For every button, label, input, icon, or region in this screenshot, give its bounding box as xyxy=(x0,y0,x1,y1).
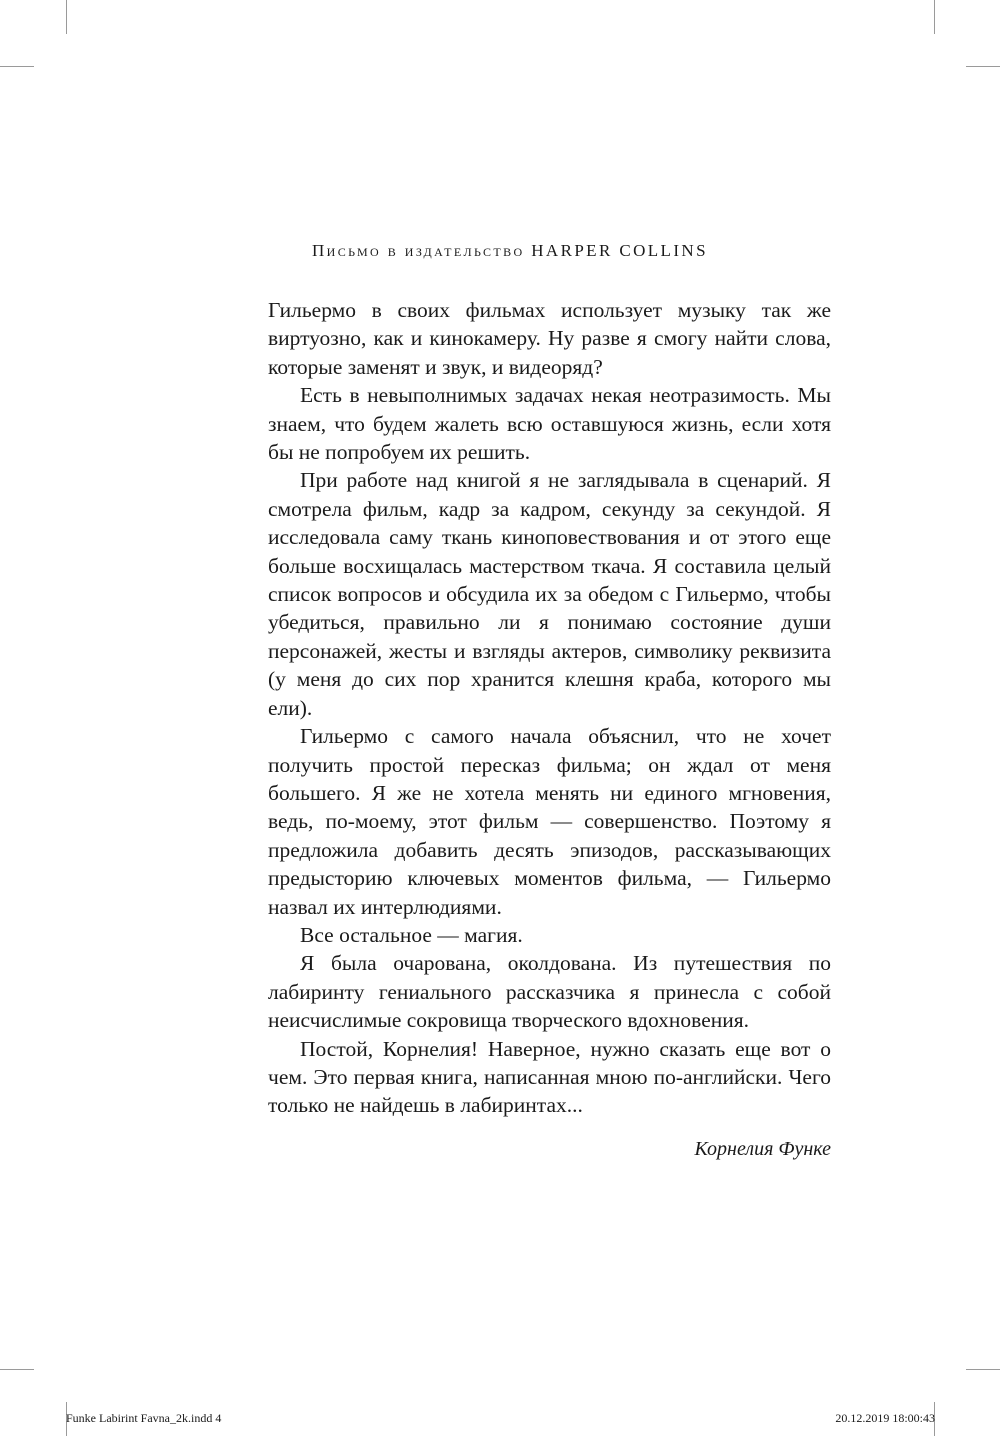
body-text xyxy=(268,296,831,1120)
paragraph: Есть в невыполнимых задачах некая неотразимость. Мы знаем, что будем жалеть всю оставшуюся жизнь, если хотя бы не попробуем их решить. xyxy=(268,383,831,465)
running-head-prefix: Письмо в издательство xyxy=(312,241,525,260)
slug-filename: Funke Labirint Favna_2k.indd 4 xyxy=(66,1411,222,1425)
crop-mark-top-right-vertical xyxy=(934,0,935,34)
slug-timestamp: 20.12.2019 18:00:43 xyxy=(835,1411,935,1425)
paragraph: Я была очарована, околдована. Из путешествия по лабиринту гениального рассказчика я принесла с собой неисчислимые сокровища творческого вдохновения. xyxy=(268,951,831,1033)
author-signature: Корнелия Функе xyxy=(694,1138,831,1160)
running-head xyxy=(312,241,792,261)
paragraph: Постой, Корнелия! Наверное, нужно сказать еще вот о чем. Это первая книга, написанная мною по-английски. Чего только не найдешь в лабиринтах... xyxy=(268,1036,831,1118)
running-head-publisher: HARPER COLLINS xyxy=(531,241,708,260)
crop-mark-top-left-vertical xyxy=(66,0,67,34)
crop-mark-top-left-horizontal xyxy=(0,66,34,67)
crop-mark-top-right-horizontal xyxy=(966,66,1000,67)
crop-mark-bottom-left-horizontal xyxy=(0,1369,34,1370)
paragraph: Гильермо в своих фильмах использует музыку так же виртуозно, как и кинокамеру. Ну разве я смогу найти слова, которые заменят и звук, и видеоряд? xyxy=(268,298,831,379)
paragraph: При работе над книгой я не заглядывала в сценарий. Я смотрела фильм, кадр за кадром, секунду за секундой. Я исследовала саму ткань киноповествования и от этого еще больше восхищалась мастерством ткача. Я составила целый список вопросов и обсудила их за обедом с Гильермо, чтобы убедиться, правильно ли я понимаю состояние души персонажей, жесты и взгляды актеров, символику реквизита (у меня до сих пор хранится клешня краба, которого мы ели). xyxy=(268,468,831,720)
paragraph: Гильермо с самого начала объяснил, что не хочет получить простой пересказ фильма; он ждал от меня большего. Я же не хотела менять ни единого мгновения, ведь, по-моему, этот фильм — совершенство. Поэтому я предложила добавить десять эпизодов, рассказывающих предысторию ключевых моментов фильма, — Гильермо назвал их интерлюдиями. xyxy=(268,724,831,919)
paragraph: Все остальное — магия. xyxy=(300,922,523,947)
crop-mark-bottom-right-horizontal xyxy=(966,1369,1000,1370)
